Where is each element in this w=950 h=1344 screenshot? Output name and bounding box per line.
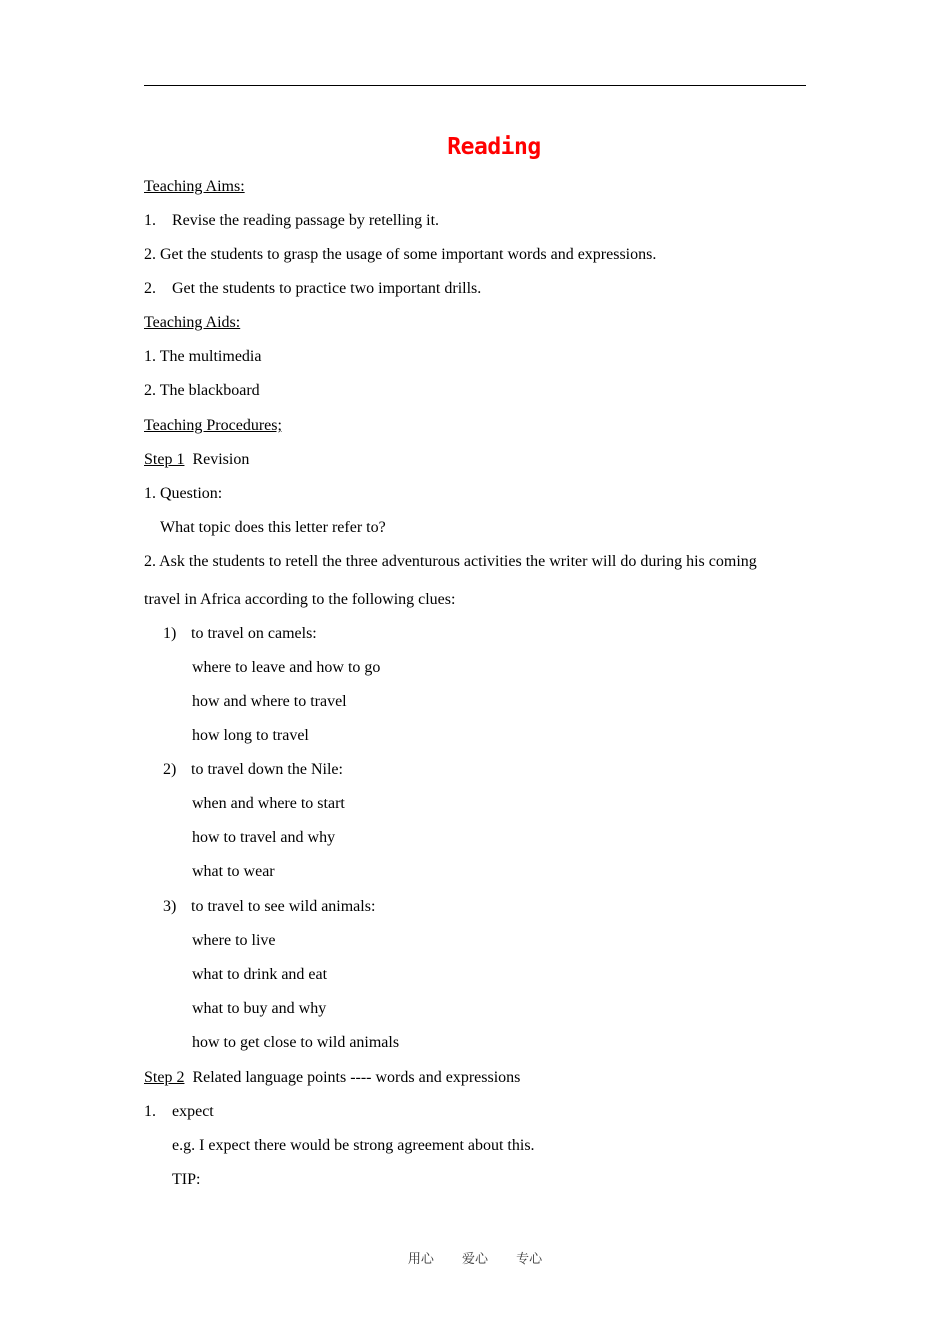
point-example: e.g. I expect there would be strong agreement about this.	[172, 1137, 535, 1154]
question-2-line-2: travel in Africa according to the following clues:	[144, 591, 456, 608]
clue-sub-item: how to get close to wild animals	[192, 1034, 400, 1051]
aid-item-1: 1. The multimedia	[144, 348, 262, 365]
clue-number: 2)	[163, 761, 177, 778]
clue-item-2	[163, 760, 343, 780]
question-1: 1. Question:	[144, 485, 223, 502]
point-tip: TIP:	[172, 1171, 201, 1188]
aid-item-2: 2. The blackboard	[144, 382, 260, 399]
clue-sub-item: what to drink and eat	[192, 966, 328, 983]
clue-text: to travel down the Nile:	[191, 761, 343, 778]
question-2-line-1: 2. Ask the students to retell the three adventurous activities the writer will do during his coming	[144, 553, 757, 570]
clue-number: 1)	[163, 625, 177, 642]
clue-text: to travel on camels:	[191, 625, 317, 642]
aim-number: 1.	[144, 212, 156, 229]
question-1-text: What topic does this letter refer to?	[160, 519, 386, 536]
clue-number: 3)	[163, 898, 177, 915]
teaching-procedures-heading: Teaching Procedures;	[144, 417, 282, 434]
clue-sub-item: how to travel and why	[192, 829, 336, 846]
aim-number: 2.	[144, 246, 156, 263]
clue-sub-item: what to wear	[192, 863, 275, 880]
aim-item-3	[144, 279, 481, 299]
step-title: Revision	[192, 451, 250, 468]
clue-sub-item: how long to travel	[192, 727, 309, 744]
aim-number: 2.	[144, 280, 156, 297]
aim-item-2	[144, 245, 656, 265]
teaching-aims-heading: Teaching Aims:	[144, 178, 245, 195]
footer-text: 用心	[407, 1252, 434, 1267]
page-title: Reading	[447, 134, 541, 160]
aim-item-1	[144, 211, 439, 231]
clue-sub-item: what to buy and why	[192, 1000, 327, 1017]
aim-text: Revise the reading passage by retelling it.	[172, 212, 440, 229]
teaching-aids-heading: Teaching Aids:	[144, 314, 241, 331]
clue-sub-item: where to live	[192, 932, 276, 949]
step-1-heading	[144, 450, 249, 470]
clue-item-3	[163, 897, 375, 917]
point-number: 1.	[144, 1103, 156, 1120]
header-rule	[144, 85, 806, 86]
clue-item-1	[163, 624, 317, 644]
step-title: Related language points ---- words and expressions	[192, 1069, 521, 1086]
clue-sub-item: when and where to start	[192, 795, 345, 812]
step-label: Step 2	[144, 1069, 185, 1086]
aim-text: Get the students to grasp the usage of some important words and expressions.	[160, 246, 657, 263]
step-label: Step 1	[144, 451, 185, 468]
page-footer	[0, 1248, 950, 1267]
point-word: expect	[172, 1103, 214, 1120]
clue-sub-item: where to leave and how to go	[192, 659, 381, 676]
step-2-heading	[144, 1068, 520, 1088]
language-point-1	[144, 1102, 214, 1122]
aim-text: Get the students to practice two important drills.	[172, 280, 482, 297]
footer-text: 专心	[516, 1252, 543, 1267]
clue-sub-item: how and where to travel	[192, 693, 347, 710]
footer-text: 爱心	[461, 1252, 488, 1267]
clue-text: to travel to see wild animals:	[191, 898, 376, 915]
